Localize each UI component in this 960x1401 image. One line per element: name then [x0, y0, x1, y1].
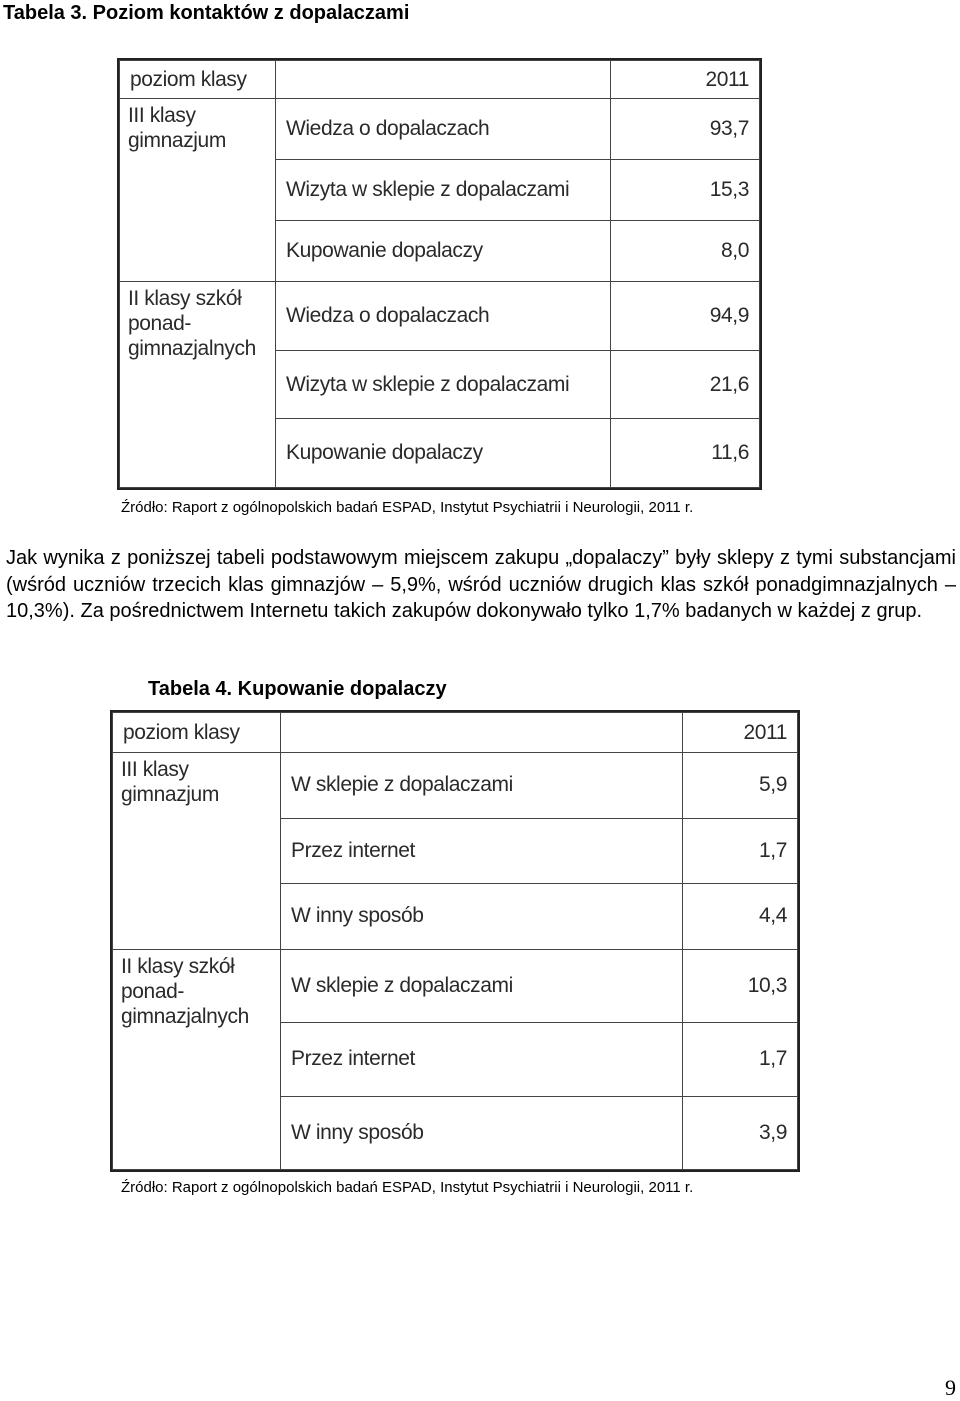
- table-row: [113, 753, 798, 819]
- row-value: 3,9: [683, 1096, 798, 1169]
- body-paragraph: [6, 545, 956, 625]
- level-cell: II klasy szkół ponad- gimnazjalnych: [113, 949, 281, 1169]
- table3-source: Źródło: Raport z ogólnopolskich badań ESPAD, Instytut Psychiatrii i Neurologii, 2011 r.: [121, 499, 694, 516]
- header-year: 2011: [611, 61, 760, 99]
- header-year: 2011: [683, 713, 798, 753]
- row-label: W inny sposób: [281, 884, 683, 950]
- row-label: W inny sposób: [281, 1096, 683, 1169]
- row-value: 8,0: [611, 221, 760, 282]
- row-label: W sklepie z dopalaczami: [281, 753, 683, 819]
- row-label: W sklepie z dopalaczami: [281, 949, 683, 1022]
- header-blank: [276, 61, 611, 99]
- row-label: Wizyta w sklepie z dopalaczami: [276, 160, 611, 221]
- level-cell: III klasy gimnazjum: [113, 753, 281, 950]
- row-label: Kupowanie dopalaczy: [276, 419, 611, 488]
- table3-header-row: [120, 61, 760, 99]
- row-value: 94,9: [611, 282, 760, 351]
- row-label: Wizyta w sklepie z dopalaczami: [276, 350, 611, 419]
- table-row: [113, 949, 798, 1022]
- row-value: 11,6: [611, 419, 760, 488]
- row-value: 5,9: [683, 753, 798, 819]
- page-number: 9: [945, 1375, 956, 1400]
- table4-header-row: [113, 713, 798, 753]
- row-value: 1,7: [683, 1023, 798, 1096]
- table-row: [120, 99, 760, 160]
- row-value: 4,4: [683, 884, 798, 950]
- table4-title: Tabela 4. Kupowanie dopalaczy: [148, 678, 447, 700]
- row-label: Kupowanie dopalaczy: [276, 221, 611, 282]
- row-value: 93,7: [611, 99, 760, 160]
- row-label: Przez internet: [281, 818, 683, 884]
- level-cell: III klasy gimnazjum: [120, 99, 276, 282]
- table4-source: Źródło: Raport z ogólnopolskich badań ESPAD, Instytut Psychiatrii i Neurologii, 2011 r.: [121, 1179, 694, 1196]
- header-level: poziom klasy: [120, 61, 276, 99]
- table3: [117, 58, 762, 490]
- row-label: Przez internet: [281, 1023, 683, 1096]
- table3-title: Tabela 3. Poziom kontaktów z dopalaczami: [3, 2, 410, 24]
- row-value: 1,7: [683, 818, 798, 884]
- paragraph-text: Jak wynika z poniższej tabeli podstawowym miejscem zakupu „dopalaczy” były sklepy z tymi substancjami (wśród uczniów trzecich klas gimnazjów – 5,9%, wśród uczniów drugich klas szkół ponadgimnazjalnych – 10,3%). Za pośrednictwem Internetu takich zakupów dokonywało tylko 1,7% badanych w każdej z grup.: [6, 547, 956, 622]
- table-row: [120, 282, 760, 351]
- header-blank: [281, 713, 683, 753]
- row-value: 15,3: [611, 160, 760, 221]
- level-cell: II klasy szkół ponad- gimnazjalnych: [120, 282, 276, 488]
- row-value: 21,6: [611, 350, 760, 419]
- row-label: Wiedza o dopalaczach: [276, 282, 611, 351]
- header-level: poziom klasy: [113, 713, 281, 753]
- row-value: 10,3: [683, 949, 798, 1022]
- table4: [110, 710, 800, 1172]
- row-label: Wiedza o dopalaczach: [276, 99, 611, 160]
